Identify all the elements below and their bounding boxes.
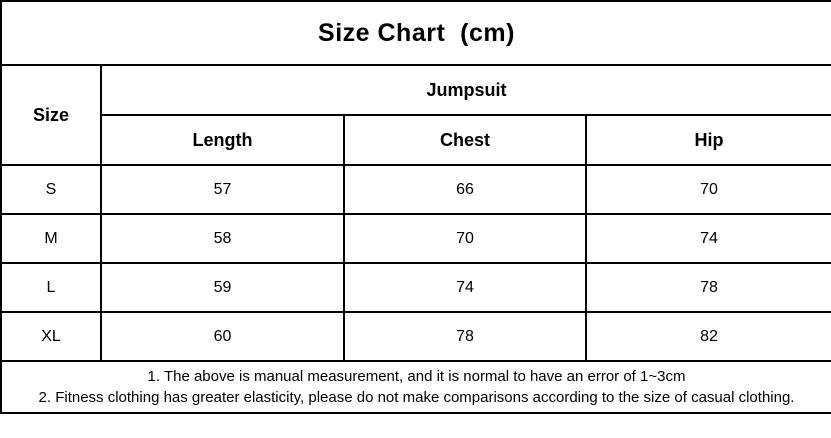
length-value: 60 — [101, 312, 344, 361]
header-group-row — [1, 65, 831, 115]
column-header-size: Size — [1, 65, 101, 165]
length-value: 58 — [101, 214, 344, 263]
table-row-m — [1, 214, 831, 263]
group-header-jumpsuit: Jumpsuit — [101, 65, 831, 115]
size-label: S — [1, 165, 101, 214]
column-header-length: Length — [101, 115, 344, 165]
hip-value: 70 — [586, 165, 831, 214]
column-header-hip: Hip — [586, 115, 831, 165]
size-label: M — [1, 214, 101, 263]
title-row — [1, 1, 831, 65]
note-measurement-error: 1. The above is manual measurement, and it is normal to have an error of 1~3cm — [147, 368, 686, 385]
note-elasticity: 2. Fitness clothing has greater elasticity, please do not make comparisons according to the size of casual clothing. — [38, 389, 795, 406]
chest-value: 70 — [344, 214, 586, 263]
hip-value: 74 — [586, 214, 831, 263]
page-title: Size Chart (cm) — [1, 1, 831, 65]
notes-row — [1, 361, 831, 413]
chest-value: 74 — [344, 263, 586, 312]
notes-cell — [1, 361, 831, 413]
table-row-xl — [1, 312, 831, 361]
hip-value: 82 — [586, 312, 831, 361]
length-value: 59 — [101, 263, 344, 312]
hip-value: 78 — [586, 263, 831, 312]
table-row-s — [1, 165, 831, 214]
column-header-chest: Chest — [344, 115, 586, 165]
table-row-l — [1, 263, 831, 312]
chest-value: 66 — [344, 165, 586, 214]
chest-value: 78 — [344, 312, 586, 361]
size-label: L — [1, 263, 101, 312]
size-label: XL — [1, 312, 101, 361]
length-value: 57 — [101, 165, 344, 214]
header-measure-row — [1, 115, 831, 165]
